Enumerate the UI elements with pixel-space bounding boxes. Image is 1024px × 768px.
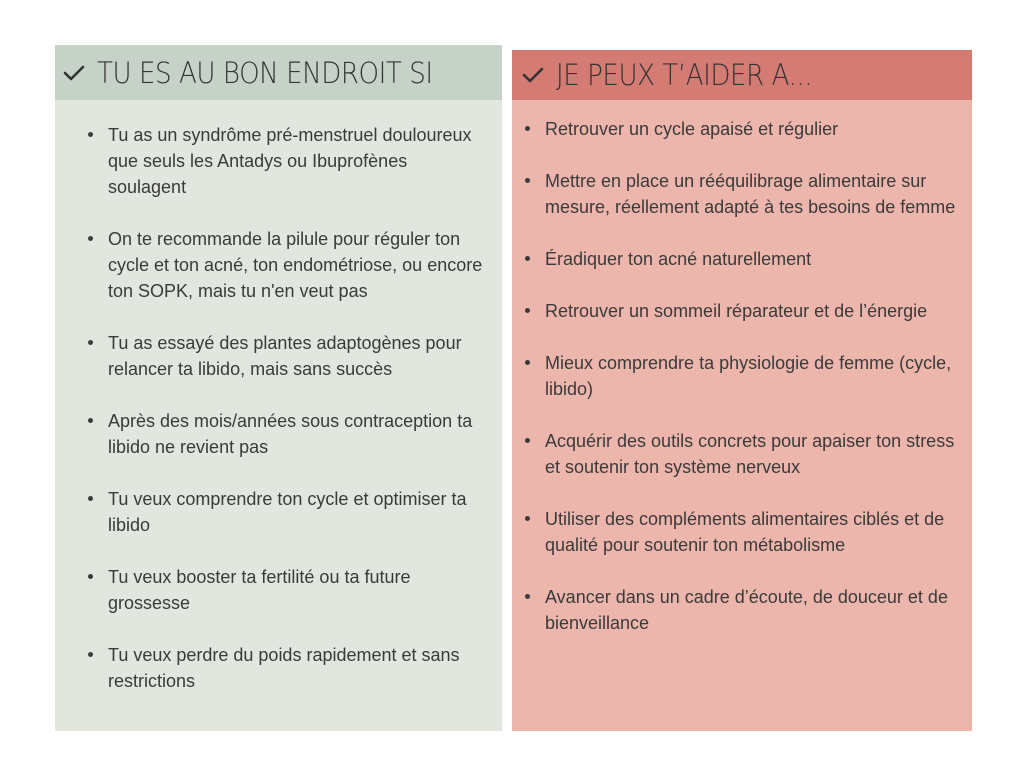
checkmark-icon xyxy=(520,62,546,88)
list-item: Retrouver un sommeil réparateur et de l’énergie xyxy=(522,298,962,324)
right-panel-title: JE PEUX T’AIDER A... xyxy=(556,58,813,92)
list-item: Après des mois/années sous contraception ta libido ne revient pas xyxy=(85,408,490,460)
checkmark-icon xyxy=(61,60,87,86)
list-item: Éradiquer ton acné naturellement xyxy=(522,246,962,272)
right-panel xyxy=(512,50,972,731)
left-list xyxy=(85,122,490,720)
list-item: Acquérir des outils concrets pour apaiser ton stress et soutenir ton système nerveux xyxy=(522,428,962,480)
list-item: Mieux comprendre ta physiologie de femme (cycle, libido) xyxy=(522,350,962,402)
list-item: Tu as un syndrôme pré-menstruel douloureux que seuls les Antadys ou Ibuprofènes soulagent xyxy=(85,122,490,200)
list-item: Tu veux perdre du poids rapidement et sans restrictions xyxy=(85,642,490,694)
right-list xyxy=(522,116,962,662)
left-panel-title: TU ES AU BON ENDROIT SI xyxy=(97,55,433,90)
list-item: Tu as essayé des plantes adaptogènes pour relancer ta libido, mais sans succès xyxy=(85,330,490,382)
list-item: On te recommande la pilule pour réguler ton cycle et ton acné, ton endométriose, ou encore ton SOPK, mais tu n'en veut pas xyxy=(85,226,490,304)
left-panel-header xyxy=(55,45,502,100)
list-item: Tu veux booster ta fertilité ou ta future grossesse xyxy=(85,564,490,616)
list-item: Retrouver un cycle apaisé et régulier xyxy=(522,116,962,142)
list-item: Mettre en place un rééquilibrage alimentaire sur mesure, réellement adapté à tes besoins de femme xyxy=(522,168,962,220)
right-panel-header xyxy=(512,50,972,100)
list-item: Tu veux comprendre ton cycle et optimiser ta libido xyxy=(85,486,490,538)
list-item: Utiliser des compléments alimentaires ciblés et de qualité pour soutenir ton métabolisme xyxy=(522,506,962,558)
left-panel xyxy=(55,45,502,731)
list-item: Avancer dans un cadre d’écoute, de douceur et de bienveillance xyxy=(522,584,962,636)
